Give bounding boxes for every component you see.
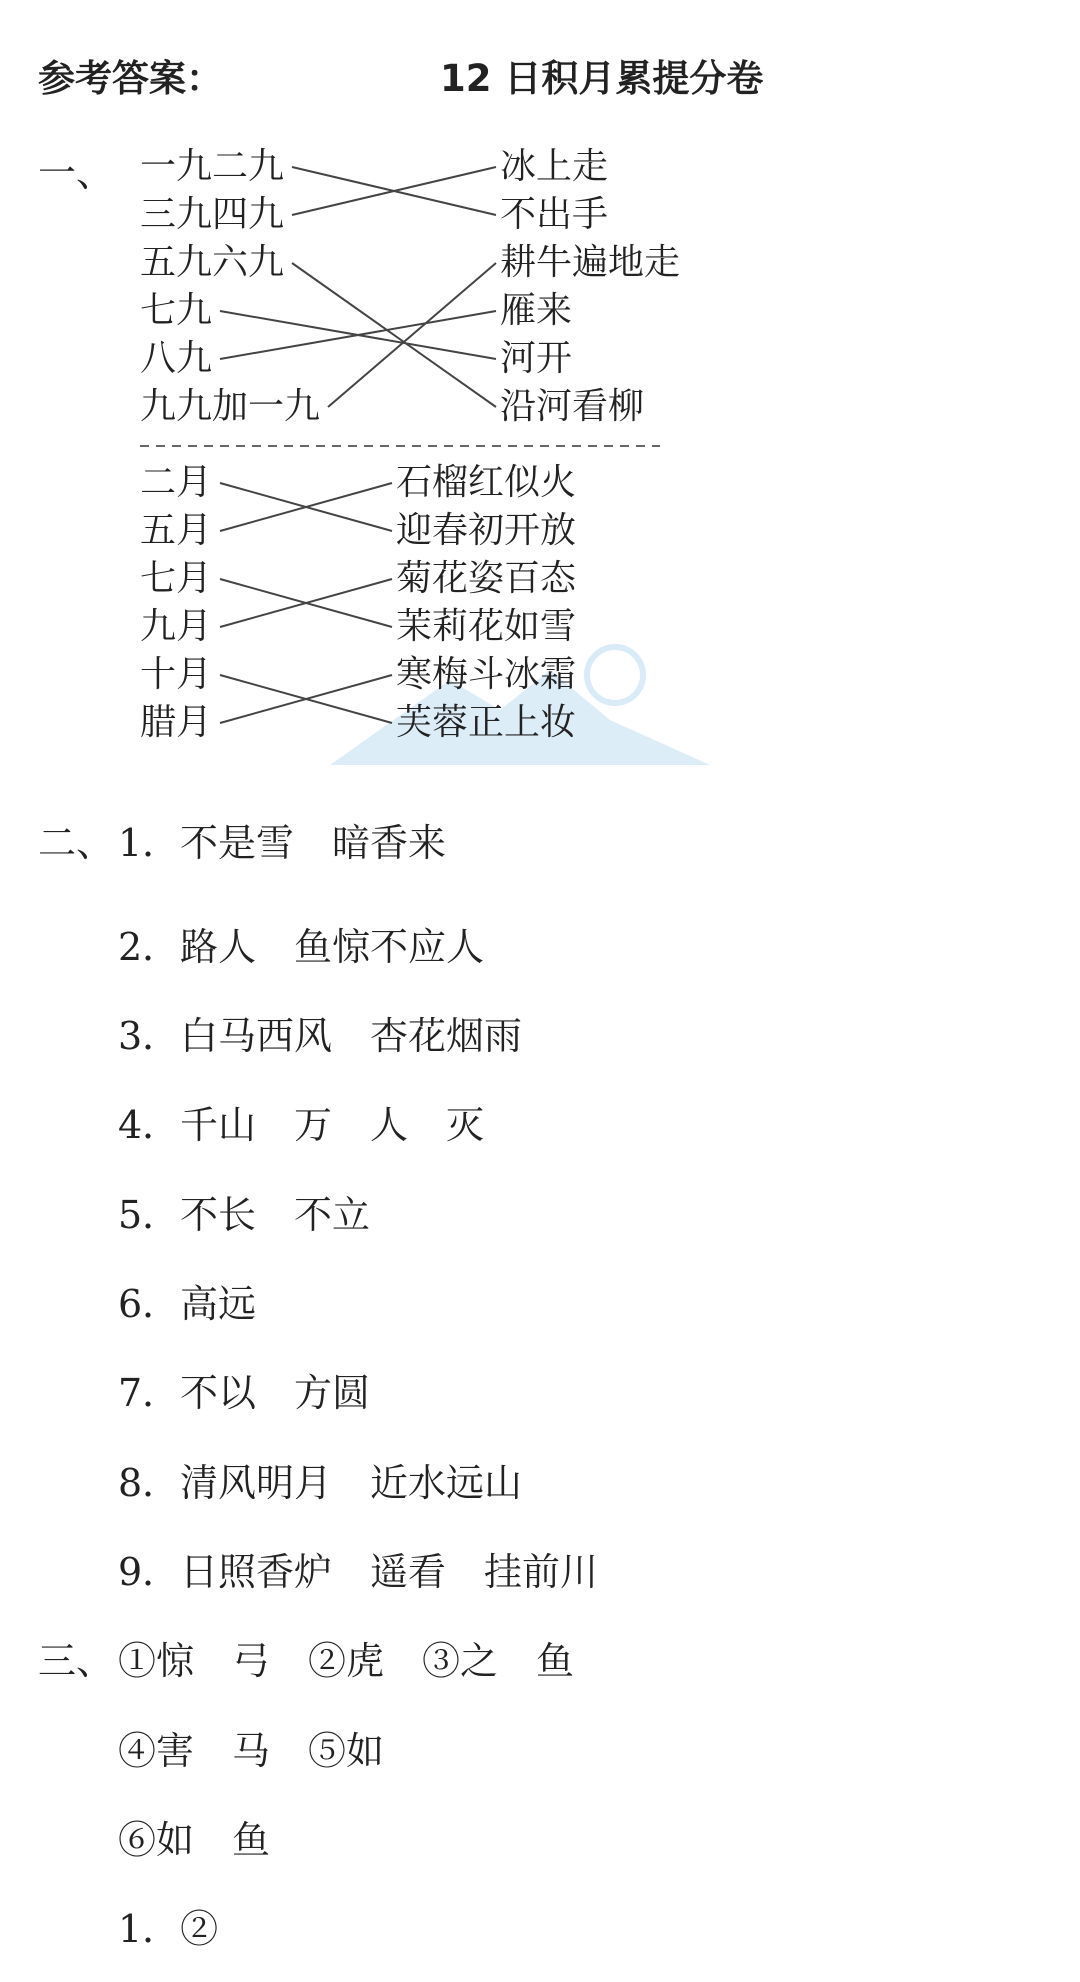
answer-3-line-4: 1．② — [118, 1907, 219, 1951]
group-a-right-2: 不出手 — [500, 194, 609, 235]
answer-2-9-number: 9． — [118, 1550, 181, 1594]
section-3-marker: 三、 — [38, 1639, 115, 1683]
group-a-left-4: 七九 — [140, 290, 213, 331]
group-b-right-5: 寒梅斗冰霜 — [396, 654, 577, 695]
answer-2-9-text: 日照香炉 遥看 挂前川 — [180, 1550, 599, 1594]
group-b-left-2: 五月 — [140, 510, 213, 551]
group-a-left-5: 八九 — [140, 338, 213, 379]
answer-2-5-number: 5． — [118, 1193, 181, 1237]
group-b-right-4: 茉莉花如雪 — [396, 606, 577, 647]
group-a-right-1: 冰上走 — [500, 146, 609, 187]
answer-2-1-text: 不是雪 暗香来 — [180, 821, 447, 865]
section-1-marker: 一、 — [38, 151, 115, 195]
group-b-left-5: 十月 — [140, 654, 213, 695]
group-b-left-1: 二月 — [140, 462, 213, 503]
section-2-marker: 二、 — [38, 821, 115, 865]
group-a-right-5: 河开 — [500, 338, 573, 379]
group-a-right-6: 沿河看柳 — [500, 386, 645, 427]
group-b-left-6: 腊月 — [140, 702, 213, 743]
answer-2-8-number: 8． — [118, 1461, 181, 1505]
answer-2-6-text: 高远 — [180, 1282, 257, 1326]
answer-2-1-number: 1． — [118, 821, 181, 865]
page-title: 12 日积月累提分卷 — [440, 57, 764, 100]
group-a-right-4: 雁来 — [500, 290, 573, 331]
group-b-right-6: 芙蓉正上妆 — [396, 702, 577, 743]
answer-2-8-text: 清风明月 近水远山 — [180, 1461, 523, 1505]
answer-2-6-number: 6． — [118, 1282, 181, 1326]
group-b-left-4: 九月 — [140, 606, 213, 647]
group-b-left-3: 七月 — [140, 558, 213, 599]
answer-2-2-text: 路人 鱼惊不应人 — [180, 925, 485, 969]
group-b-right-3: 菊花姿百态 — [396, 558, 577, 599]
group-b-right-1: 石榴红似火 — [396, 462, 577, 503]
answer-2-4-text: 千山 万 人 灭 — [180, 1103, 485, 1147]
answer-2-5-text: 不长 不立 — [180, 1193, 371, 1237]
group-a-left-3: 五九六九 — [140, 242, 285, 283]
answer-2-2-number: 2． — [118, 925, 181, 969]
answer-2-7-text: 不以 方圆 — [180, 1371, 371, 1415]
answer-3-line-1: ①惊 弓 ②虎 ③之 鱼 — [118, 1639, 575, 1683]
group-a-left-2: 三九四九 — [140, 194, 285, 235]
answer-3-line-2: ④害 马 ⑤如 — [118, 1729, 385, 1773]
answer-2-3-text: 白马西风 杏花烟雨 — [180, 1014, 523, 1058]
answer-2-7-number: 7． — [118, 1371, 181, 1415]
group-a-connector-3 — [292, 263, 496, 407]
answer-2-3-number: 3． — [118, 1014, 181, 1058]
answer-key-label: 参考答案： — [38, 57, 223, 100]
group-b-right-2: 迎春初开放 — [396, 510, 577, 551]
group-a-left-1: 一九二九 — [140, 146, 285, 187]
group-a-left-6: 九九加一九 — [140, 386, 321, 427]
answer-2-4-number: 4． — [118, 1103, 181, 1147]
answer-3-line-3: ⑥如 鱼 — [118, 1818, 271, 1862]
group-a-right-3: 耕牛遍地走 — [500, 242, 681, 283]
